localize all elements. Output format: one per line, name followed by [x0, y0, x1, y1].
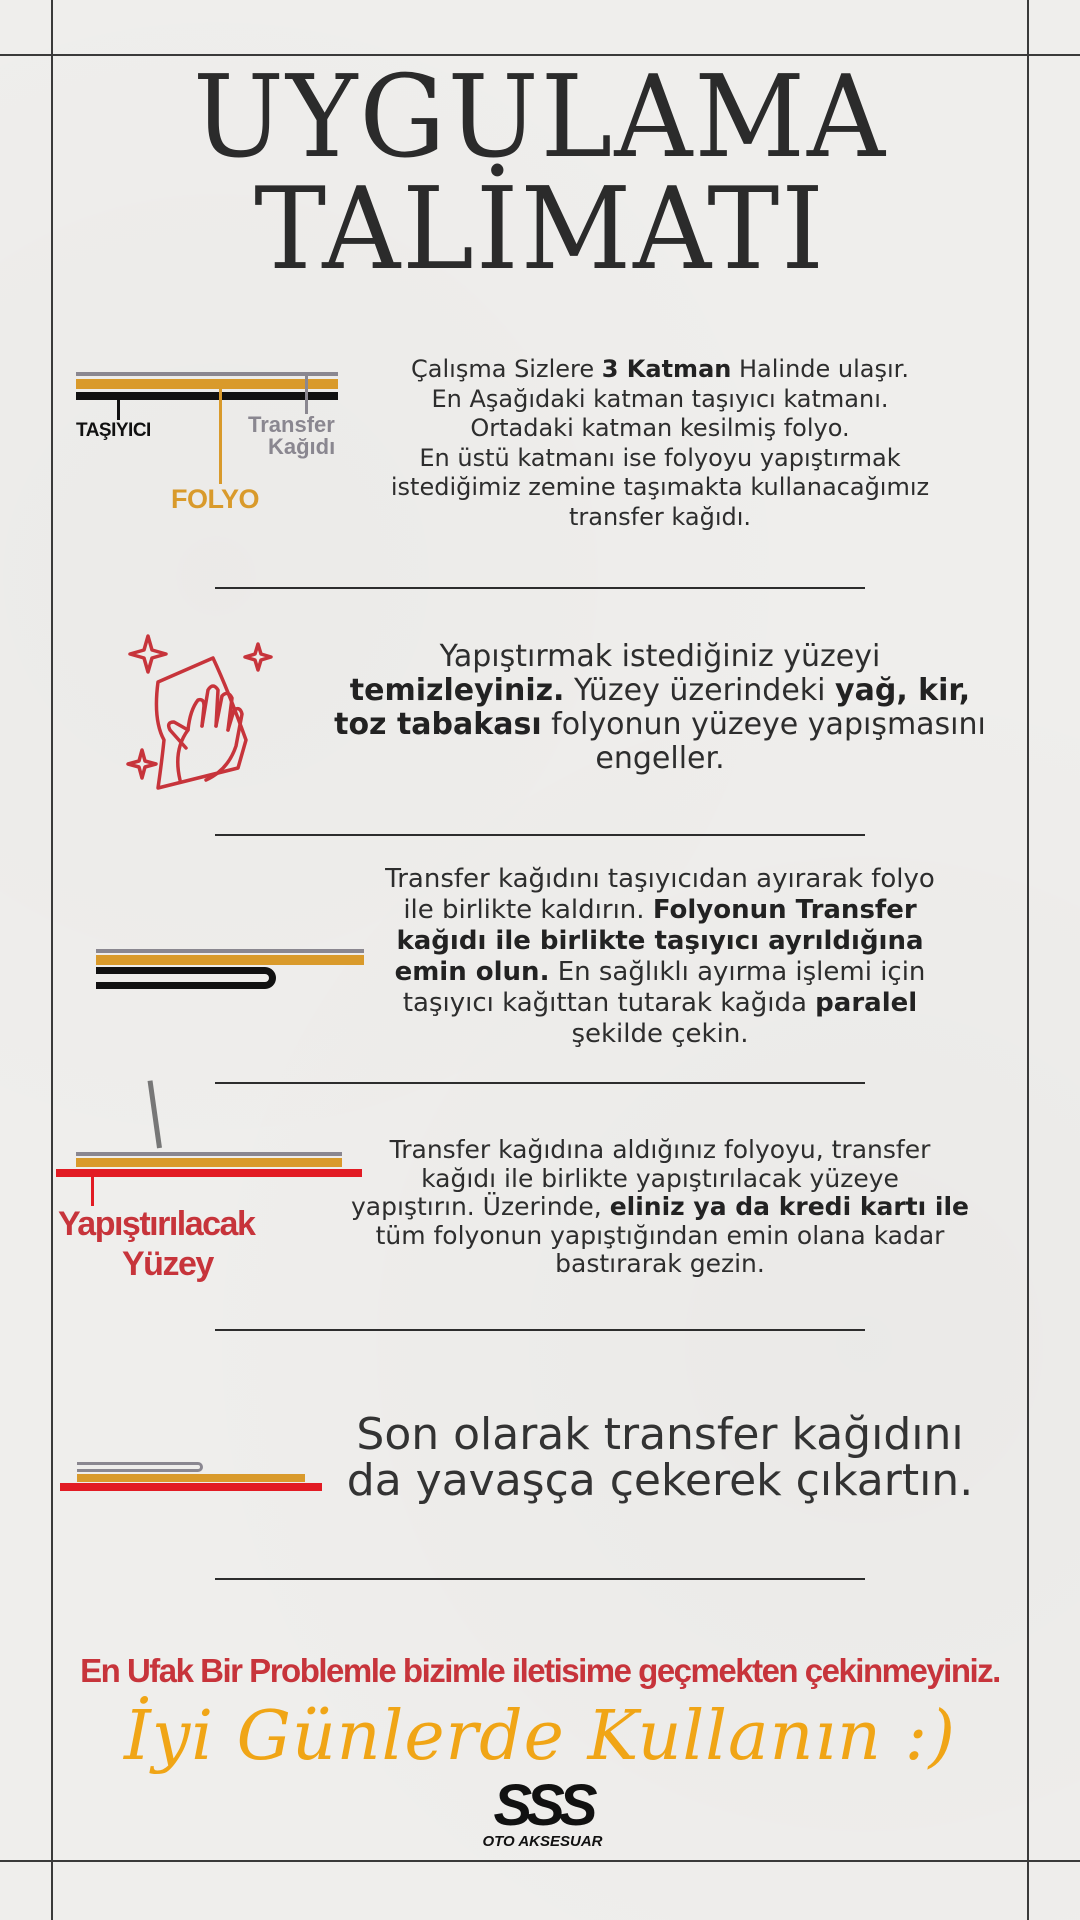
contact-message: En Ufak Bir Problemle bizimle iletisime geçmekten çekinmeyiniz. [80, 1652, 1000, 1689]
step1-line1c: Halinde ulaşır. [731, 355, 909, 383]
divider-4 [215, 1329, 865, 1331]
step4-text [340, 1136, 980, 1279]
step5-line1: Son olarak transfer kağıdını [356, 1409, 964, 1460]
frame-bottom-line [0, 1860, 1080, 1862]
surface-layer-5 [60, 1483, 322, 1491]
step2-line2a: temizleyiniz. [349, 673, 565, 708]
title-line-1: UYGULAMA [193, 51, 887, 184]
carrier-pointer [117, 398, 120, 420]
brand-logo-mark: SSS [493, 1773, 592, 1838]
transfer-label-1: Transfer [248, 412, 335, 437]
surface-pointer [91, 1176, 94, 1206]
transfer-layer-4 [76, 1152, 342, 1156]
foil-layer-3 [96, 955, 364, 965]
step3-line5a: taşıyıcı kağıttan tutarak kağıda [402, 988, 816, 1018]
transfer-pointer [305, 376, 308, 414]
step1-line1a: Çalışma Sizlere [411, 355, 602, 383]
step2-line3b: folyonun yüzeye yapışmasını [541, 707, 986, 742]
step1-line6: transfer kağıdı. [568, 502, 752, 531]
step3-line5b: paralel [815, 988, 918, 1018]
farewell-message: İyi Günlerde Kullanın :) [124, 1697, 956, 1776]
foil-layer-4 [76, 1158, 342, 1167]
foil-layer-5 [77, 1474, 305, 1482]
brand-logo-text: OTO AKSESUAR [482, 1833, 603, 1850]
step1-line3: Ortadaki katman kesilmiş folyo. [470, 414, 850, 442]
surface-label-2: Yüzey [122, 1245, 213, 1283]
step3-text [345, 864, 975, 1050]
cleaning-hand-icon [118, 630, 278, 790]
transfer-peel-5 [77, 1462, 203, 1472]
divider-3 [215, 1082, 865, 1084]
foil-layer [76, 379, 338, 389]
step2-line2b: Yüzey üzerindeki [564, 673, 836, 708]
step1-line4: En üstü katmanı ise folyoyu yapıştırmak [419, 443, 901, 472]
carrier-peel-3 [96, 967, 276, 989]
step5-text [320, 1409, 1000, 1506]
step4-line2: kağıdı ile birlikte yapıştırılacak yüzeye [421, 1163, 899, 1193]
step2-line4: engeller. [595, 741, 725, 776]
step1-line2: En Aşağıdaki katman taşıyıcı katmanı. [431, 384, 889, 413]
foil-pointer [219, 389, 222, 484]
step4-line5: bastırarak gezin. [555, 1249, 765, 1278]
surface-label-1: Yapıştırılacak [58, 1205, 255, 1243]
step2-line1: Yapıştırmak istediğiniz yüzeyi [439, 639, 881, 674]
transfer-layer [76, 372, 338, 376]
step1-line5: istediğimiz zemine taşımakta kullanacağımız [390, 473, 930, 501]
step3-line1: Transfer kağıdını taşıyıcıdan ayırarak folyo [385, 864, 935, 894]
step4-line1: Transfer kağıdına aldığınız folyoyu, transfer [389, 1135, 931, 1164]
carrier-layer [76, 392, 338, 400]
step4-line3b: eliniz ya da kredi kartı ile [609, 1192, 969, 1221]
transfer-label-2: Kağıdı [268, 434, 336, 459]
step3-line2b: Folyonun Transfer [652, 895, 917, 925]
step2-line3a: toz tabakası [334, 707, 542, 742]
step3-line3: kağıdı ile birlikte taşıyıcı ayrıldığına [396, 926, 924, 956]
step2-text [315, 640, 1005, 776]
step3-line2a: ile birlikte kaldırın. [403, 895, 653, 925]
step1-line1b: 3 Katman [601, 355, 732, 383]
step3-line4b: En sağlıklı ayırma işlemi için [549, 957, 926, 987]
foil-label: FOLYO [171, 484, 260, 514]
carrier-label: TAŞIYICI [76, 420, 151, 441]
divider-5 [215, 1578, 865, 1580]
step5-line2: da yavaşça çekerek çıkartın. [346, 1455, 974, 1506]
title-line-2: TALİMATI [254, 163, 826, 296]
surface-layer-4 [56, 1169, 362, 1177]
brand-logo [470, 1773, 615, 1858]
step3-line4a: emin olun. [394, 957, 550, 987]
step4-line4: tüm folyonun yapıştığından emin olana kadar [375, 1220, 945, 1250]
divider-1 [215, 587, 865, 589]
step1-text [350, 355, 970, 532]
step2-line2c: yağ, kir, [835, 673, 971, 708]
step3-line6: şekilde çekin. [571, 1019, 749, 1049]
divider-2 [215, 834, 865, 836]
transfer-layer-3 [96, 949, 364, 953]
step4-line3a: yapıştırın. Üzerinde, [351, 1192, 610, 1221]
